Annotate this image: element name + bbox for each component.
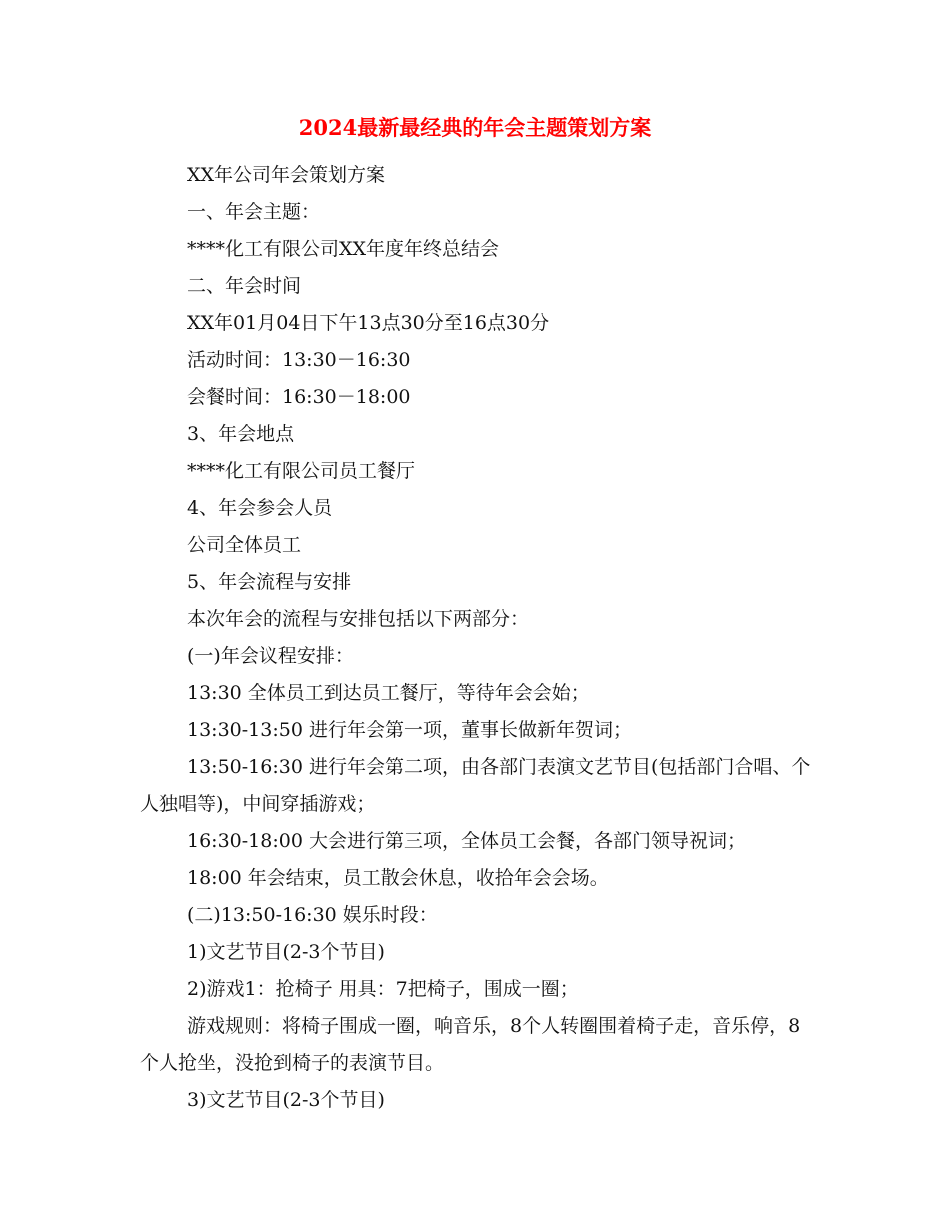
document-body [140,157,812,1119]
section-heading: 二、年会时间 [187,275,302,297]
paragraph: XX年公司年会策划方案 [187,164,386,186]
program-item: 1)文艺节目(2-3个节目) [187,941,385,963]
paragraph: 本次年会的流程与安排包括以下两部分： [187,608,530,630]
section-heading: 3、年会地点 [187,423,295,445]
paragraph: 活动时间：13:30－16:30 [187,349,411,371]
agenda-item: 13:30 全体员工到达员工餐厅，等待年会会始； [187,682,590,704]
section-heading: 一、年会主题： [187,201,321,223]
agenda-item: 18:00 年会结束，员工散会休息，收拾年会会场。 [187,867,609,889]
agenda-item: 13:30-13:50 进行年会第一项，董事长做新年贺词； [187,719,632,741]
paragraph: XX年01月04日下午13点30分至16点30分 [187,312,550,334]
game-rules: 游戏规则：将椅子围成一圈，响音乐，8个人转圈围着椅子走，音乐停，8个人抢坐，没抢到椅子的表演节目。 [140,1015,801,1074]
section-heading: 4、年会参会人员 [187,497,333,519]
section-heading: 5、年会流程与安排 [187,571,352,593]
paragraph: 公司全体员工 [187,534,302,556]
document-title: 2024最新最经典的年会主题策划方案 [298,115,652,140]
agenda-item: 16:30-18:00 大会进行第三项，全体员工会餐，各部门领导祝词； [187,830,746,852]
subsection-heading: (一)年会议程安排： [187,645,354,667]
paragraph: ****化工有限公司XX年度年终总结会 [187,238,500,260]
paragraph: ****化工有限公司员工餐厅 [187,460,416,482]
program-item: 2)游戏1：抢椅子 用具：7把椅子，围成一圈； [187,978,579,1000]
subsection-heading: (二)13:50-16:30 娱乐时段： [187,904,438,926]
agenda-item: 13:50-16:30 进行年会第二项，由各部门表演文艺节目(包括部门合唱、个人独唱等)，中间穿插游戏； [140,756,811,815]
paragraph: 会餐时间：16:30－18:00 [187,386,411,408]
program-item: 3)文艺节目(2-3个节目) [187,1089,385,1111]
